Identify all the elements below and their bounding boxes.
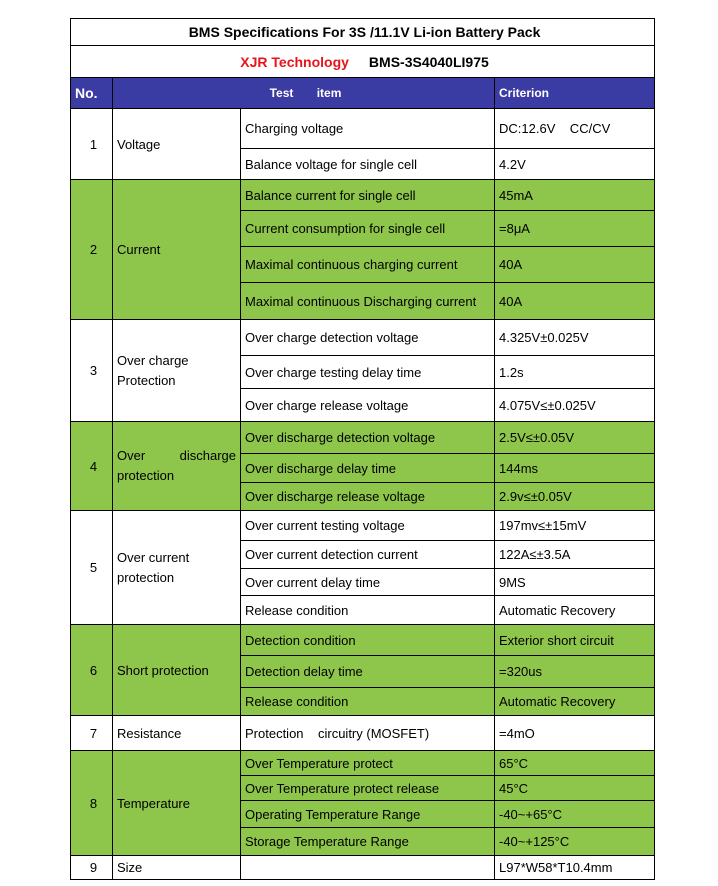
criterion: Automatic Recovery [495,688,655,716]
spec-table [70,18,655,880]
criterion: L97*W58*T10.4mm [495,856,655,880]
test-item: Maximal continuous charging current [241,247,495,283]
test-item: Detection delay time [241,656,495,688]
section-no: 9 [71,856,113,880]
section-name: Current [113,180,241,320]
criterion: 4.325V±0.025V [495,320,655,356]
test-item: Over charge detection voltage [241,320,495,356]
criterion: 65°C [495,751,655,776]
criterion: 4.075V≤±0.025V [495,389,655,422]
test-item: Protection circuitry (MOSFET) [241,716,495,751]
criterion: 2.5V≤±0.05V [495,422,655,454]
test-item: Detection condition [241,625,495,656]
test-item: Over current testing voltage [241,511,495,541]
criterion: 45mA [495,180,655,211]
criterion: =8μA [495,211,655,247]
test-item [241,856,495,880]
criterion: =4mO [495,716,655,751]
test-item: Over discharge detection voltage [241,422,495,454]
section-name: Voltage [113,109,241,180]
section-name: Over charge Protection [113,320,241,422]
test-item: Over current detection current [241,541,495,569]
criterion: Exterior short circuit [495,625,655,656]
criterion: 197mv≤±15mV [495,511,655,541]
test-item: Balance current for single cell [241,180,495,211]
header-test-item: Test item [113,78,495,109]
criterion: 40A [495,283,655,320]
criterion: 122A≤±3.5A [495,541,655,569]
criterion: 45°C [495,776,655,801]
criterion: =320us [495,656,655,688]
section-no: 6 [71,625,113,716]
test-item: Release condition [241,596,495,625]
section-no: 8 [71,751,113,856]
test-item: Over discharge delay time [241,454,495,483]
section-name: Size [113,856,241,880]
section-no: 7 [71,716,113,751]
criterion: Automatic Recovery [495,596,655,625]
section-no: 3 [71,320,113,422]
criterion: 144ms [495,454,655,483]
criterion: -40~+65°C [495,801,655,828]
criterion: 40A [495,247,655,283]
section-name: Temperature [113,751,241,856]
test-item: Charging voltage [241,109,495,149]
brand-row [71,46,655,78]
section-name: Short protection [113,625,241,716]
test-item: Over current delay time [241,569,495,596]
section-no: 1 [71,109,113,180]
criterion: 1.2s [495,356,655,389]
section-no: 5 [71,511,113,625]
model-number: BMS-3S4040LI975 [368,53,489,70]
section-no: 2 [71,180,113,320]
test-item: Over discharge release voltage [241,483,495,511]
test-item: Over charge release voltage [241,389,495,422]
header-criterion: Criterion [495,78,655,109]
test-item: Over charge testing delay time [241,356,495,389]
criterion: DC:12.6V CC/CV [495,109,655,149]
test-item: Storage Temperature Range [241,828,495,856]
section-no: 4 [71,422,113,511]
test-item: Over Temperature protect release [241,776,495,801]
table-title: BMS Specifications For 3S /11.1V Li-ion Battery Pack [71,19,655,46]
test-item: Current consumption for single cell [241,211,495,247]
criterion: 2.9v≤±0.05V [495,483,655,511]
company-name: XJR Technology [240,53,349,70]
test-item: Release condition [241,688,495,716]
criterion: 4.2V [495,149,655,180]
section-name: Over discharge protection [113,422,241,511]
test-item: Over Temperature protect [241,751,495,776]
header-no: No. [71,78,113,109]
test-item: Balance voltage for single cell [241,149,495,180]
test-item: Operating Temperature Range [241,801,495,828]
criterion: -40~+125°C [495,828,655,856]
criterion: 9MS [495,569,655,596]
test-item: Maximal continuous Discharging current [241,283,495,320]
section-name: Over current protection [113,511,241,625]
section-name: Resistance [113,716,241,751]
